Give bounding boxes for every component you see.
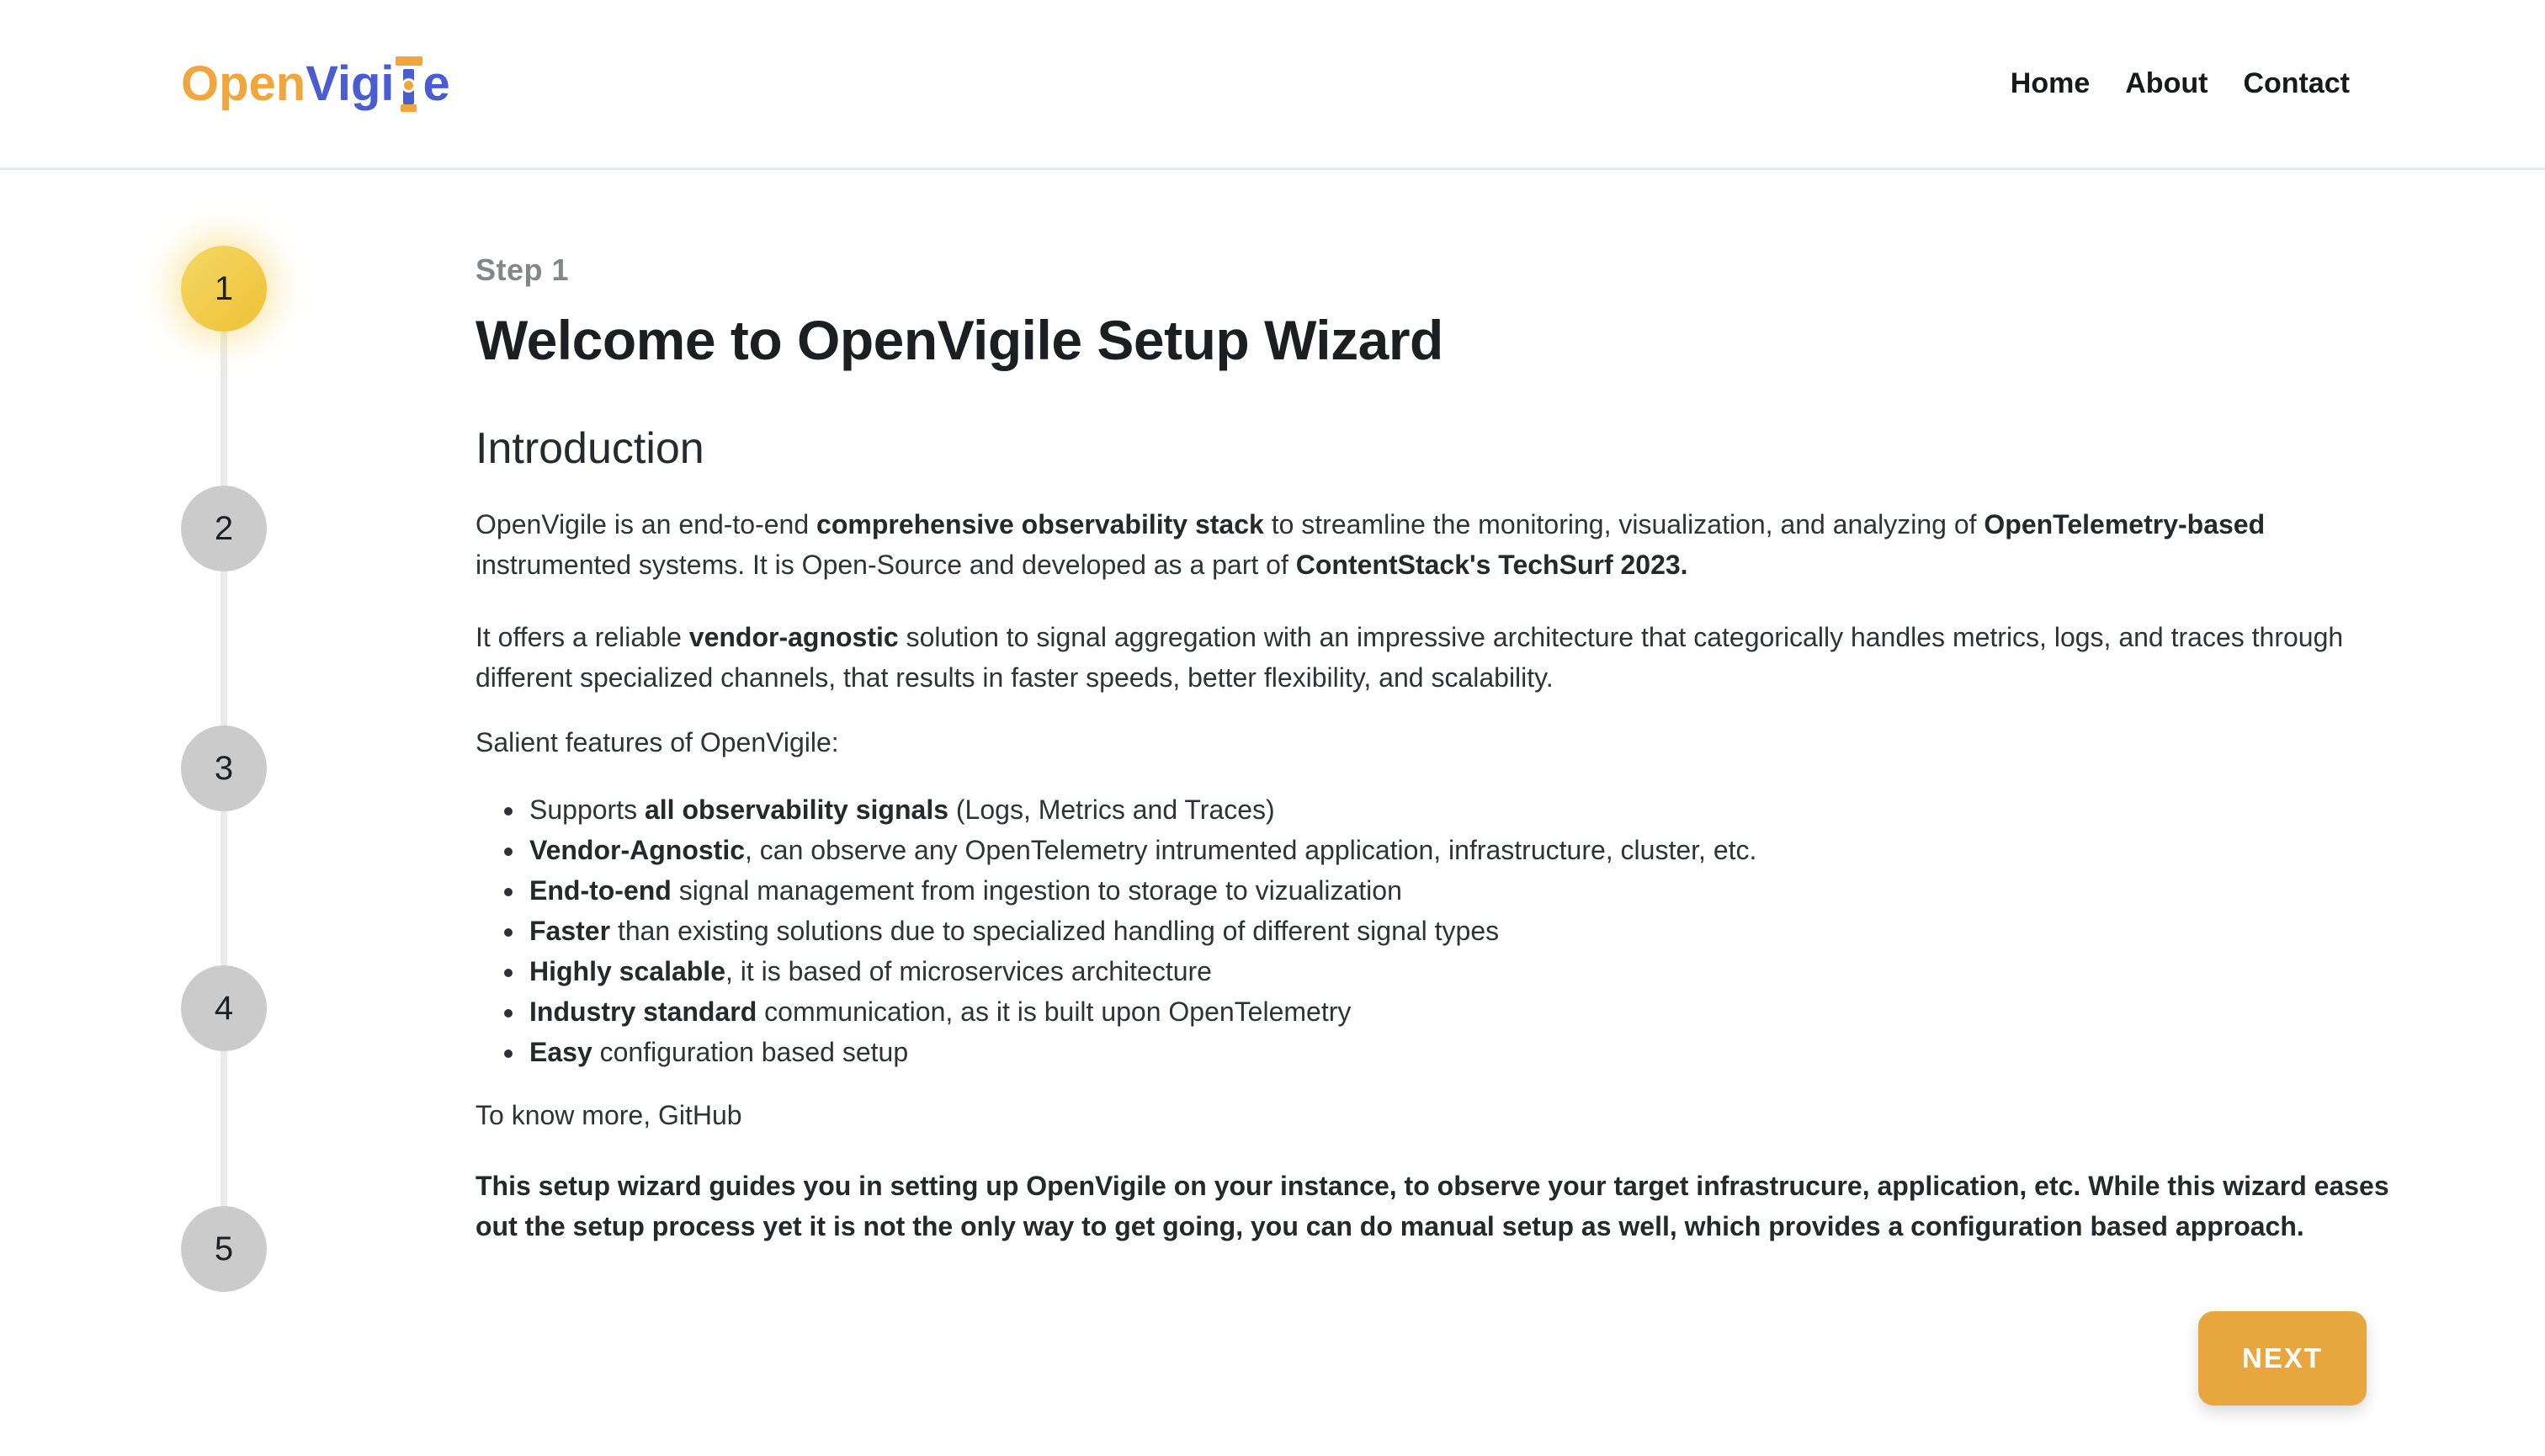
- salient-features-label: Salient features of OpenVigile:: [476, 727, 839, 757]
- step-indicator-4: 4: [181, 965, 267, 1051]
- logo-text-e: e: [422, 56, 450, 111]
- feature-item-vendor-agnostic: • Vendor-Agnostic, can observe any OpenTelemetry intrumented application, infrastructure, cluster, etc.: [526, 830, 2407, 870]
- actions-row: [476, 1311, 2407, 1406]
- nav-link-home[interactable]: Home: [2010, 67, 2091, 99]
- logo-text-vigi: Vigi: [306, 56, 395, 111]
- feature-item-industry-standard: • Industry standard communication, as it is built upon OpenTelemetry: [526, 991, 2407, 1032]
- next-button[interactable]: NEXT: [2198, 1311, 2367, 1406]
- know-more-line: [476, 1095, 2407, 1135]
- step-indicator-5: 5: [181, 1206, 267, 1292]
- step-label: Step 1: [476, 252, 570, 287]
- logo-text-open: Open: [181, 56, 306, 111]
- feature-item-easy: • Easy configuration based setup: [526, 1032, 2407, 1072]
- page-title: Welcome to OpenVigile Setup Wizard: [476, 309, 1443, 371]
- intro-paragraph-2: It offers a reliable vendor-agnostic solution to signal aggregation with an impressive architecture that categorically handles metrics, logs, and traces through different specialized channels, that results in faster speeds, better flexibility, and scalability.: [476, 622, 2344, 693]
- feature-item-signals: • Supports all observability signals (Logs, Metrics and Traces): [526, 789, 2407, 830]
- nav-link-about[interactable]: About: [2125, 67, 2208, 99]
- step-indicator-1: 1: [181, 246, 267, 332]
- know-more-prefix: To know more,: [476, 1100, 658, 1130]
- brand-logo[interactable]: [181, 56, 450, 112]
- github-link[interactable]: GitHub: [657, 1100, 742, 1130]
- logo-telescope-icon: [396, 56, 422, 112]
- section-heading: Introduction: [476, 424, 704, 473]
- main-nav: [2011, 67, 2350, 100]
- feature-list: [476, 789, 2407, 1072]
- feature-item-scalable: • Highly scalable, it is based of microservices architecture: [526, 951, 2407, 991]
- nav-link-contact[interactable]: Contact: [2243, 67, 2350, 99]
- header: [0, 0, 2545, 170]
- step-indicator-2: 2: [181, 486, 267, 571]
- wizard-step-content: [476, 0, 2407, 1406]
- step-indicator-3: 3: [181, 725, 267, 811]
- wizard-stepper: [0, 0, 362, 1456]
- feature-item-faster: • Faster than existing solutions due to specialized handling of different signal types: [526, 911, 2407, 951]
- feature-item-end-to-end: • End-to-end signal management from ingestion to storage to vizualization: [526, 870, 2407, 911]
- intro-paragraph-1: OpenVigile is an end-to-end comprehensive observability stack to streamline the monitoring, visualization, and analyzing of OpenTelemetry-based instrumented systems. It is Open-Source and developed as a part of ContentStack's TechSurf 2023.: [476, 509, 2266, 580]
- closing-paragraph: This setup wizard guides you in setting up OpenVigile on your instance, to observe your target infrastrucure, application, etc. While this wizard eases out the setup process yet it is not the only way to get going, you can do manual setup as well, which provides a configuration based approach.: [476, 1171, 2389, 1241]
